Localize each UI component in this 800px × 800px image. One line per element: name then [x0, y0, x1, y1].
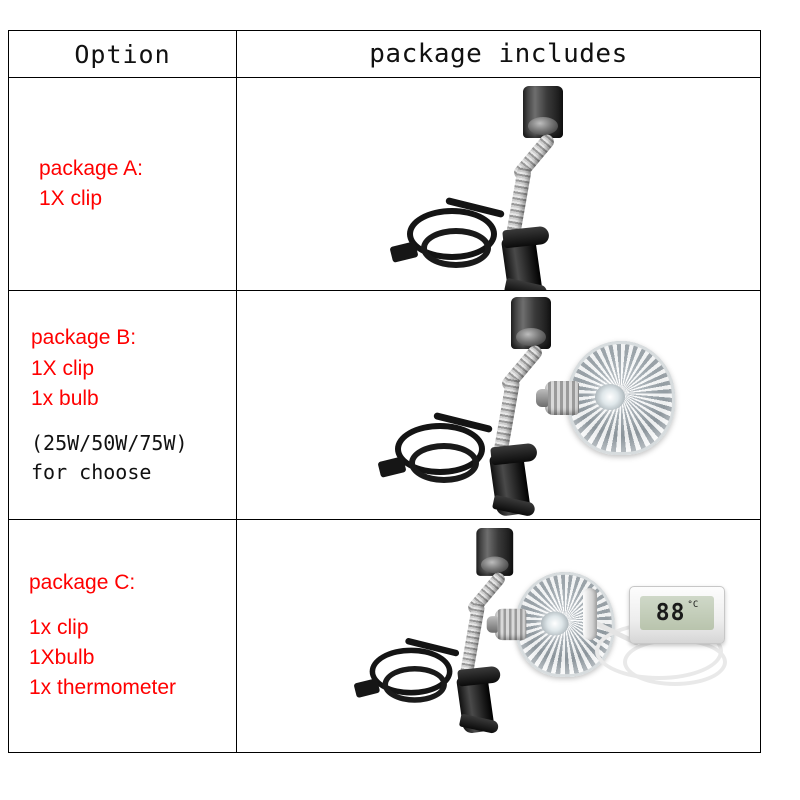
option-line: package B:: [31, 326, 137, 350]
package-a-image: [237, 78, 760, 290]
thermometer-probe: [583, 588, 597, 640]
package-cell-package-c: [237, 520, 761, 753]
package-cell-package-b: [237, 291, 761, 520]
option-cell-package-b: [9, 291, 237, 520]
power-plug: [353, 678, 380, 698]
bulb-screw-base: [495, 609, 526, 640]
spacer: [31, 415, 236, 429]
option-line: package C:: [29, 571, 136, 595]
option-line: package A:: [39, 156, 143, 180]
halogen-bulb-illustration: [545, 341, 675, 469]
power-cord-loop: [409, 443, 479, 483]
thermometer-reading: 88: [655, 599, 686, 626]
table-header-row: [9, 31, 761, 78]
table-row: [9, 78, 761, 291]
clip-jaw-upper: [490, 443, 538, 466]
clip-jaw-upper: [502, 226, 550, 249]
power-cord-loop: [421, 228, 491, 268]
header-package-includes: package includes: [237, 31, 761, 78]
power-plug: [377, 456, 406, 478]
clip-lamp-illustration: [465, 86, 615, 286]
lamp-socket-icon: [476, 528, 513, 576]
option-line: 1x thermometer: [29, 676, 177, 700]
digital-thermometer-illustration: [577, 578, 747, 698]
option-line: 1x clip: [29, 615, 89, 639]
option-wattage-note-2: for choose: [31, 459, 152, 484]
option-line: 1x bulb: [31, 387, 99, 411]
thermometer-body: [629, 586, 725, 644]
option-cell-package-c: [9, 520, 237, 753]
option-line: 1Xbulb: [29, 646, 95, 669]
table-row: [9, 520, 761, 753]
thermometer-unit: °C: [687, 600, 699, 610]
package-c-image: [237, 520, 760, 752]
package-cell-package-a: [237, 78, 761, 291]
bulb-screw-base: [545, 381, 579, 415]
option-line: 1X clip: [39, 187, 103, 210]
lamp-socket-icon: [523, 86, 563, 138]
power-plug: [389, 241, 418, 263]
option-line: 1X clip: [31, 356, 95, 380]
table-row: [9, 291, 761, 520]
thermometer-wire: [623, 638, 727, 686]
option-cell-package-a: [9, 78, 237, 291]
package-b-image: [237, 291, 760, 519]
thermometer-display: [640, 596, 714, 630]
option-wattage-note: (25W/50W/75W): [31, 430, 188, 455]
power-cord-loop: [383, 666, 447, 703]
spacer: [29, 599, 236, 613]
package-options-table: [8, 30, 761, 753]
header-option: Option: [9, 31, 237, 78]
